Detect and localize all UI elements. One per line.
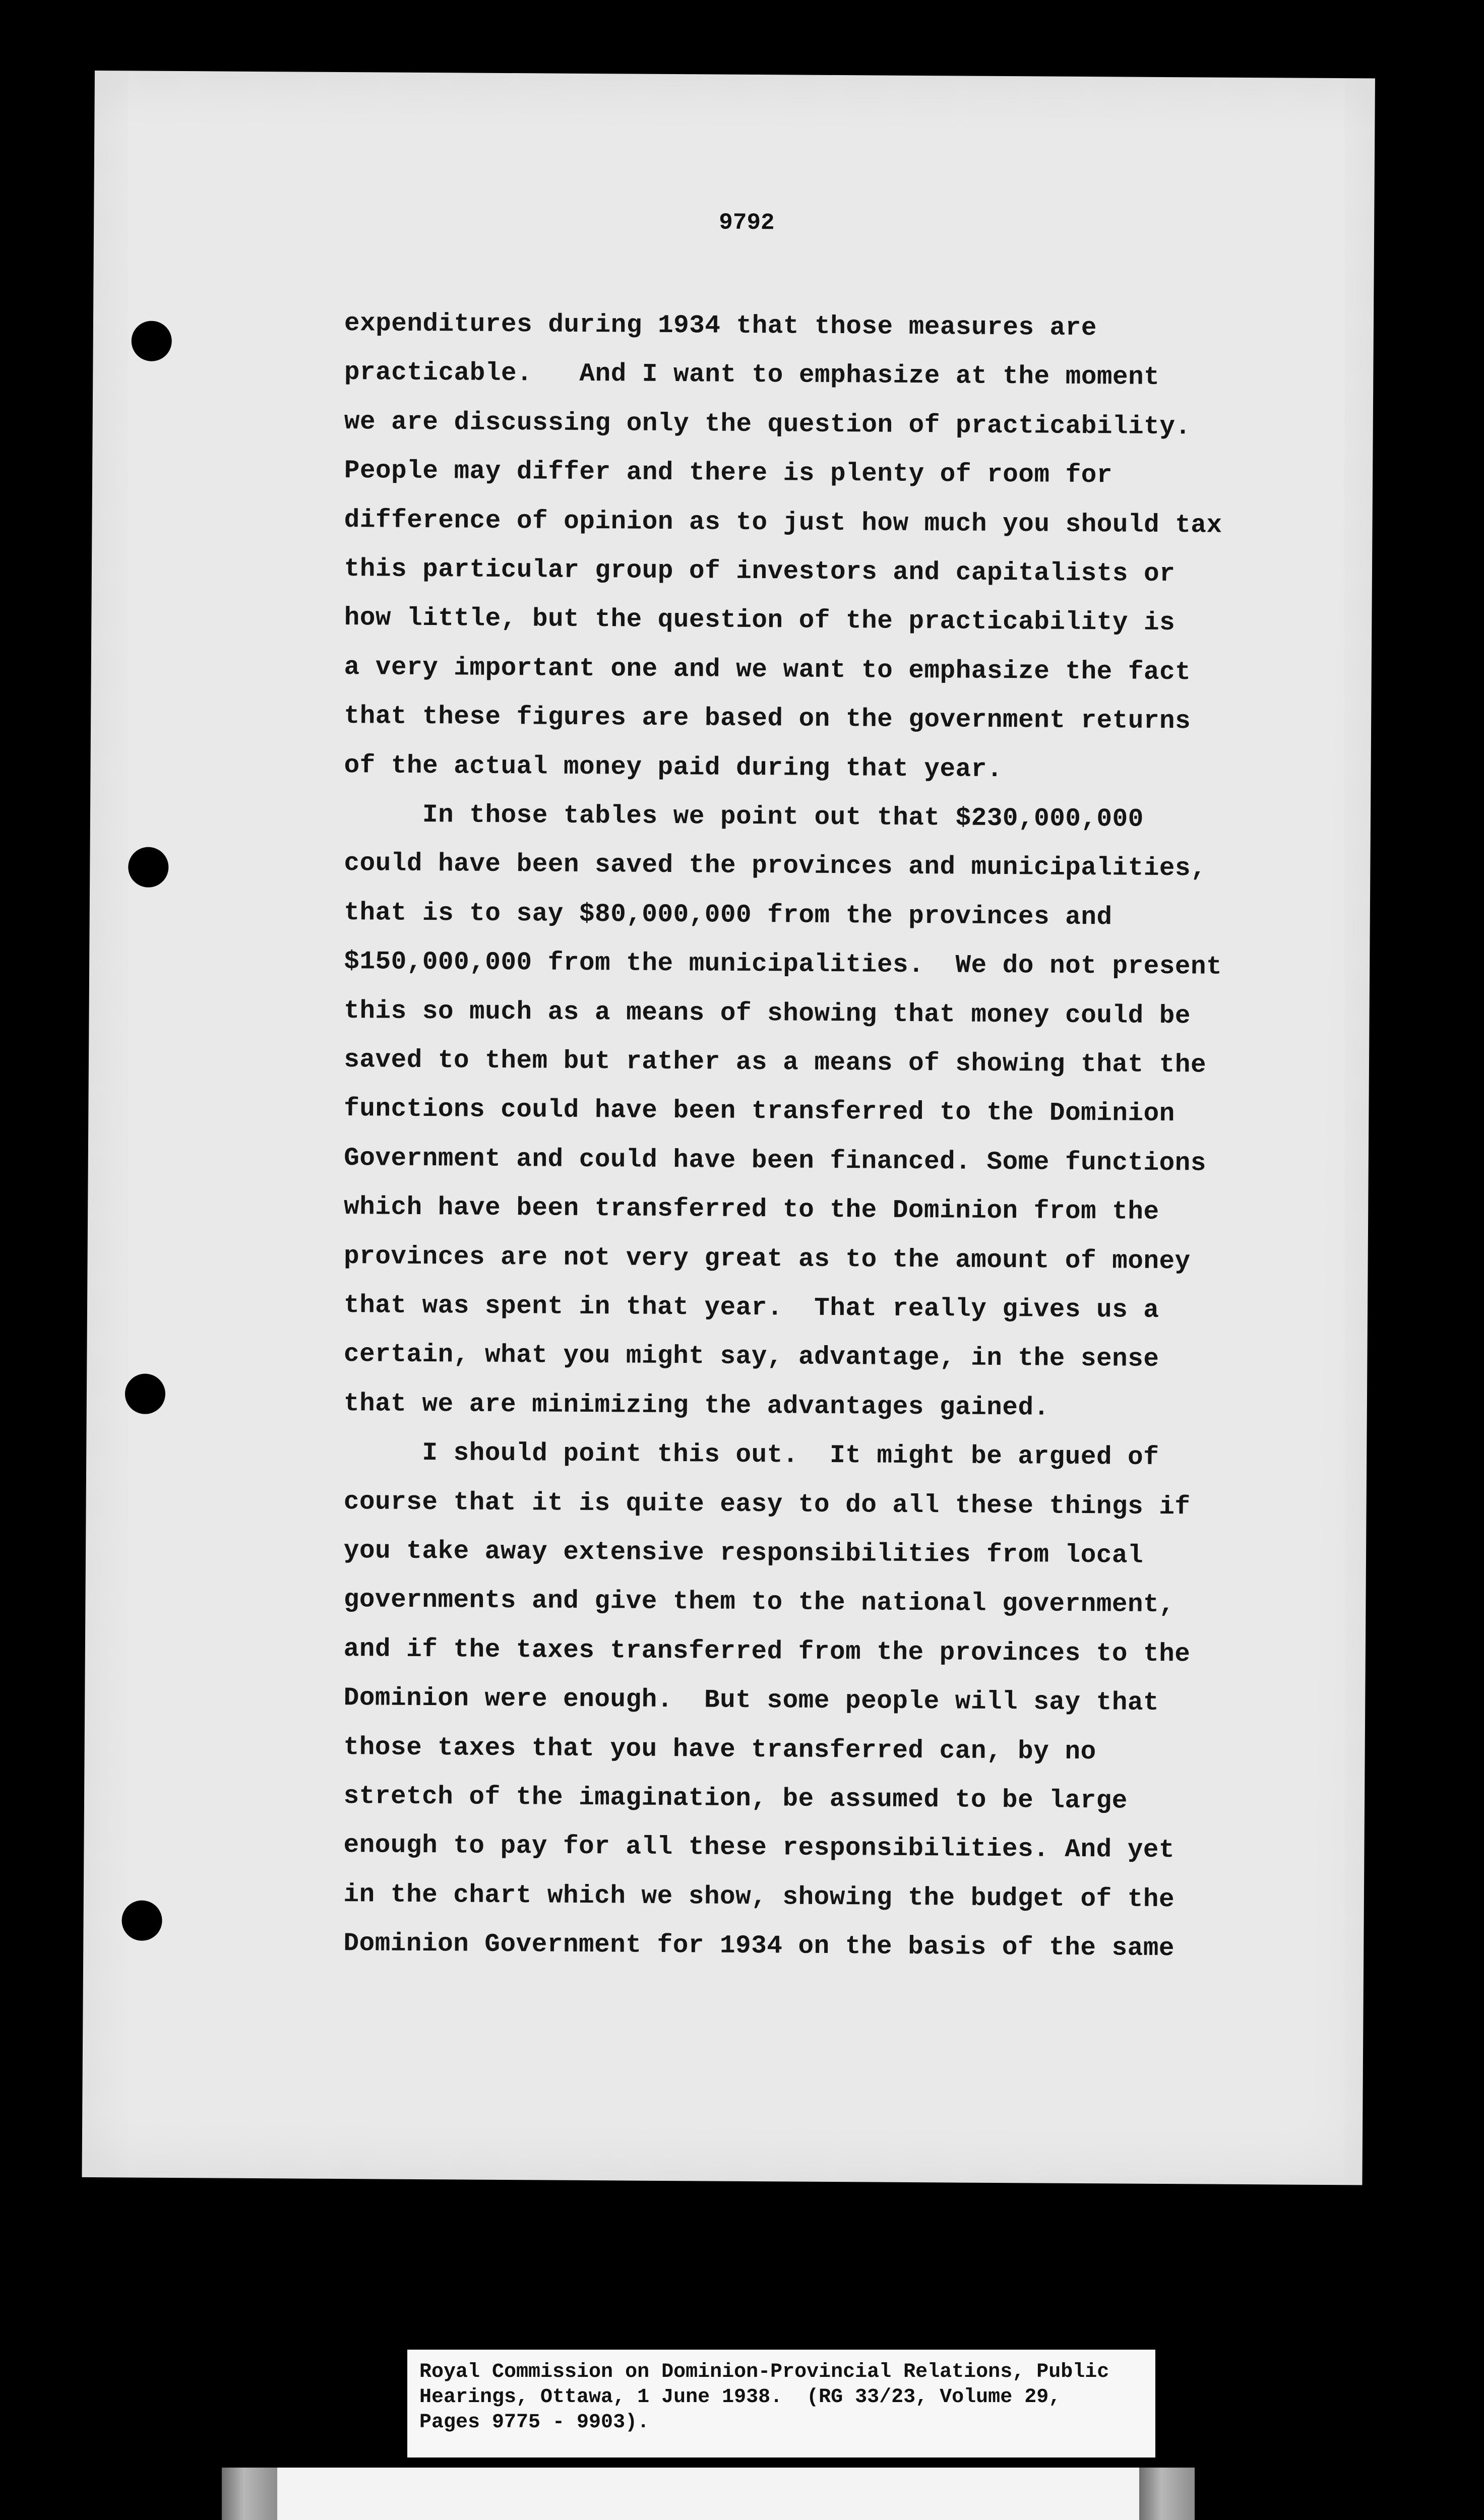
text-line: we are discussing only the question of practicability. [344, 407, 1191, 442]
text-line: that we are minimizing the advantages gained. [343, 1389, 1049, 1423]
text-line: difference of opinion as to just how much you should tax [344, 506, 1222, 540]
text-line: a very important one and we want to emphasize the fact [344, 653, 1191, 687]
punch-hole [128, 847, 168, 887]
text-line: stretch of the imagination, be assumed to be large [343, 1782, 1128, 1816]
text-line: and if the taxes transferred from the provinces to the [343, 1634, 1191, 1669]
text-line: that these figures are based on the government returns [344, 702, 1191, 736]
text-line: course that it is quite easy to do all these things if [343, 1487, 1191, 1522]
text-line: that is to say $80,000,000 from the provinces and [344, 898, 1112, 932]
text-line: saved to them but rather as a means of showing that the [344, 1046, 1207, 1080]
text-line: I should point this out. It might be argued of [343, 1438, 1159, 1473]
text-line: you take away extensive responsibilities from local [343, 1537, 1144, 1570]
punch-hole [131, 321, 171, 361]
citation-line: Pages 9775 - 9903). [419, 2411, 650, 2434]
text-line: this so much as a means of showing that money could be [344, 996, 1191, 1031]
stamp-edge [222, 2468, 277, 2520]
punch-hole [121, 1900, 162, 1940]
text-line: practicable. And I want to emphasize at the moment [344, 358, 1160, 393]
text-line: of the actual money paid during that year. [344, 751, 1003, 784]
punch-hole [125, 1373, 165, 1414]
text-line: In those tables we point out that $230,000,000 [344, 800, 1144, 834]
text-line: could have been saved the provinces and municipalities, [344, 849, 1207, 884]
text-line: that was spent in that year. That really gives us a [343, 1291, 1159, 1325]
text-line: Dominion Government for 1934 on the basis of the same [343, 1929, 1175, 1964]
archive-citation-label [407, 2350, 1155, 2458]
text-line: which have been transferred to the Dominion from the [343, 1193, 1159, 1227]
text-line: functions could have been transferred to the Dominion [344, 1095, 1175, 1129]
stamp-edge [1139, 2468, 1195, 2520]
text-line: $150,000,000 from the municipalities. We do not present [344, 948, 1222, 982]
document-page [82, 71, 1375, 2185]
text-line: certain, what you might say, advantage, in the sense [343, 1340, 1159, 1374]
text-line: expenditures during 1934 that those measures are [344, 309, 1097, 343]
text-line: those taxes that you have transferred can, by no [343, 1733, 1096, 1767]
archives-stamp [222, 2468, 1195, 2520]
text-line: provinces are not very great as to the amount of money [343, 1242, 1191, 1276]
citation-line: Hearings, Ottawa, 1 June 1938. (RG 33/23, Volume 29, [419, 2386, 1061, 2409]
text-line: enough to pay for all these responsibilities. And yet [343, 1831, 1175, 1865]
text-line: People may differ and there is plenty of room for [344, 457, 1113, 490]
text-line: in the chart which we show, showing the budget of the [343, 1880, 1175, 1914]
text-line: Government and could have been financed. Some functions [343, 1144, 1207, 1178]
page-number: 9792 [719, 209, 775, 236]
text-line: this particular group of investors and capitalists or [344, 555, 1176, 589]
citation-line: Royal Commission on Dominion-Provincial Relations, Public [419, 2361, 1109, 2383]
text-line: Dominion were enough. But some people will say that [343, 1684, 1159, 1718]
text-line: how little, but the question of the practicability is [344, 604, 1176, 638]
text-line: governments and give them to the national government, [343, 1586, 1175, 1620]
